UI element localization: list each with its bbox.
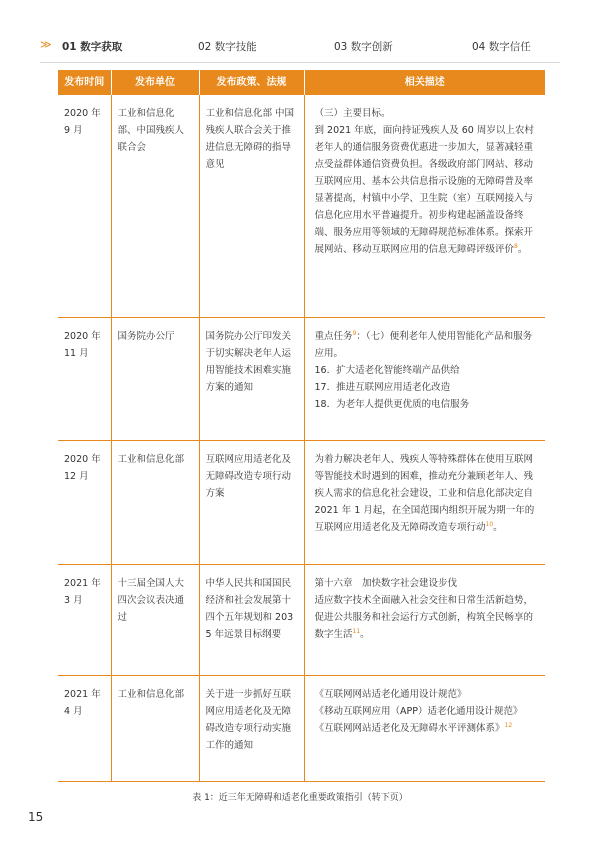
description-line: 《移动互联网应用（APP）适老化通用设计规范》 (314, 706, 523, 717)
cell-policy: 中华人民共和国国民经济和社会发展第十四个五年规划和 2035 年远景目标纲要 (199, 565, 304, 676)
description-tail: 。 (517, 244, 528, 255)
header-description: 相关描述 (304, 70, 545, 95)
cell-description (304, 95, 545, 318)
description-tail: 。 (360, 629, 370, 640)
header-unit: 发布单位 (111, 70, 199, 95)
cell-date: 2020 年 9 月 (58, 95, 111, 318)
nav-divider (40, 62, 560, 63)
footnote-ref[interactable]: 9 (352, 329, 357, 337)
footnote-ref[interactable]: 12 (504, 721, 513, 729)
footnote-ref[interactable]: 11 (352, 627, 361, 635)
tab-digital-innovation[interactable]: 03 数字创新 (334, 41, 393, 53)
description-line: 到 2021 年底，面向持证残疾人及 60 周岁以上农村老年人的通信服务资费优惠进一步加大，显著减轻重点受益群体通信资费负担。各级政府部门网站、移动互联网应用、基本公共信息指示设施的无障碍普及率显著提高，村镇中小学、卫生院（室）互联网接入与信息化应用水平普遍提升。初步构建起涵盖设备终端、服务应用等领域的无障碍规范标准体系。探索开展网站、移动互联网应用的信息无障碍评级评价 (314, 125, 534, 255)
cell-description (304, 441, 545, 565)
key-tasks-label: 重点任务 (314, 331, 353, 342)
tab-digital-access[interactable]: 01 数字获取 (62, 41, 123, 53)
description-line: （三）主要目标。 (314, 108, 391, 119)
description-line: 《互联网网站适老化及无障碍水平评测体系》 (314, 723, 505, 734)
cell-date: 2020 年 12 月 (58, 441, 111, 565)
cell-unit: 十三届全国人大四次会议表决通过 (111, 565, 199, 676)
tab-digital-trust[interactable]: 04 数字信任 (472, 41, 531, 53)
description-line: 为着力解决老年人、残疾人等特殊群体在使用互联网等智能技术时遇到的困难，推动充分兼顾老年人、残疾人需求的信息化社会建设，工业和信息化部决定自 2021 年 1 月起，在全国范围内组织开展为期一年的互联网应用适老化及无障碍改造专项行动 (314, 454, 535, 533)
table-row (58, 95, 545, 318)
table-row (58, 676, 545, 782)
table-caption: 表 1：近三年无障碍和适老化重要政策指引（转下页） (192, 793, 408, 803)
cell-unit: 工业和信息化部、中国残疾人联合会 (111, 95, 199, 318)
cell-description (304, 318, 545, 441)
description-line: 17．推进互联网应用适老化改造 (314, 382, 451, 393)
table-row (58, 318, 545, 441)
tab-digital-skills[interactable]: 02 数字技能 (198, 41, 257, 53)
double-chevron-icon: ≫ (40, 38, 49, 51)
description-line: 16．扩大适老化智能终端产品供给 (314, 365, 460, 376)
description-lead (315, 328, 538, 362)
table-header-row (58, 70, 545, 95)
cell-policy: 工业和信息化部 中国残疾人联合会关于推进信息无障碍的指导意见 (199, 95, 304, 318)
description-tail: 。 (493, 522, 503, 533)
cell-policy: 关于进一步抓好互联网应用适老化及无障碍改造专项行动实施工作的通知 (199, 676, 304, 782)
cell-date: 2020 年 11 月 (58, 318, 111, 441)
footnote-ref[interactable]: 8 (514, 242, 518, 250)
description-line: 适应数字技术全面融入社会交往和日常生活新趋势，促进公共服务和社会运行方式创新，构筑全民畅享的数字生活 (314, 595, 534, 640)
footnote-ref[interactable]: 10 (485, 520, 494, 528)
page-number: 15 (28, 810, 44, 824)
cell-unit: 工业和信息化部 (111, 441, 199, 565)
cell-date: 2021 年 3 月 (58, 565, 111, 676)
cell-date: 2021 年 4 月 (58, 676, 111, 782)
key-tasks-text: ：（七）便利老年人使用智能化产品和服务应用。 (314, 331, 533, 359)
cell-policy: 互联网应用适老化及无障碍改造专项行动方案 (199, 441, 304, 565)
cell-description (304, 676, 545, 782)
header-policy: 发布政策、法规 (199, 70, 304, 95)
policy-table (58, 70, 545, 782)
section-nav (40, 36, 560, 56)
table-row (58, 441, 545, 565)
description-line: 第十六章 加快数字社会建设步伐 (314, 578, 458, 589)
cell-unit: 国务院办公厅 (111, 318, 199, 441)
description-line: 《互联网网站适老化通用设计规范》 (314, 689, 467, 700)
cell-unit: 工业和信息化部 (111, 676, 199, 782)
header-date: 发布时间 (58, 70, 111, 95)
table-row (58, 565, 545, 676)
cell-description (304, 565, 545, 676)
cell-policy: 国务院办公厅印发关于切实解决老年人运用智能技术困难实施方案的通知 (199, 318, 304, 441)
description-line: 18．为老年人提供更优质的电信服务 (314, 399, 470, 410)
